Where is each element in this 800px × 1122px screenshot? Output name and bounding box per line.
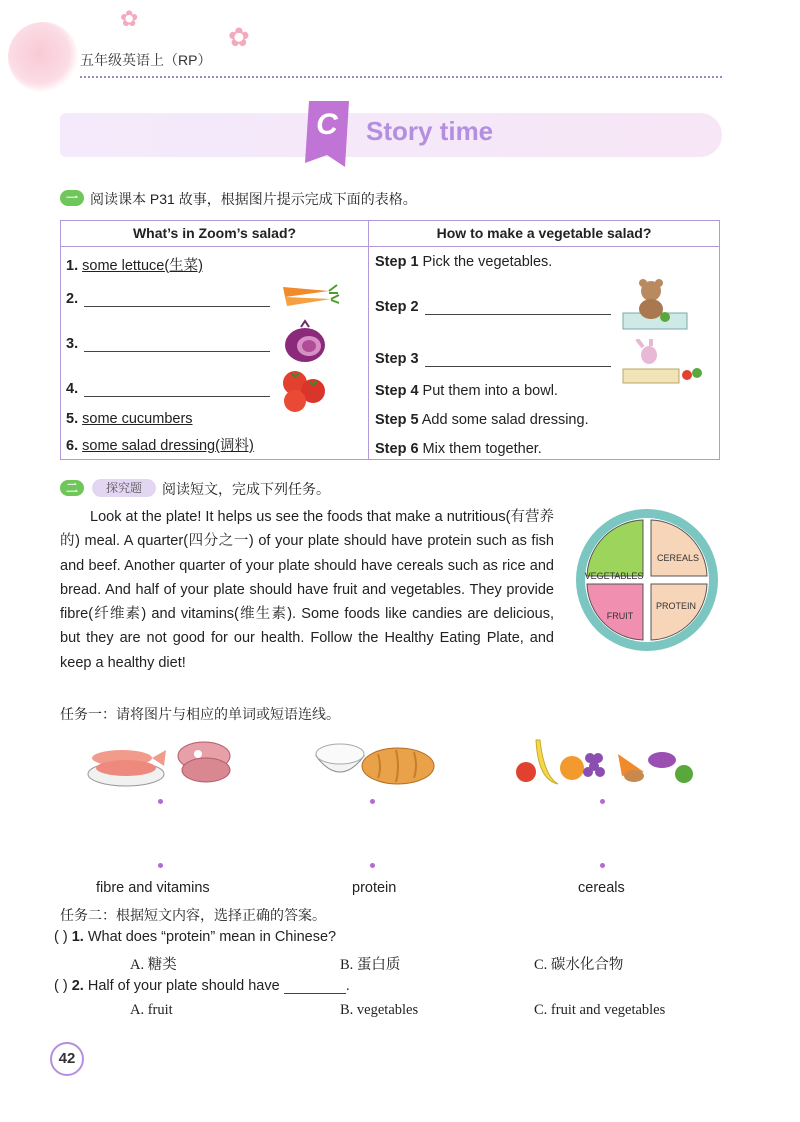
book-title: 五年级英语上（RP）: [80, 52, 212, 68]
answer-blank[interactable]: [425, 300, 611, 315]
fish-and-meat-icon: [86, 732, 236, 790]
reading-passage: Look at the plate! It helps us see the foods that make a nutritious(有营养的) meal. A quarter(四分之一) of your plate should have protein such as fish and beef. Another quarter of your plate should have cereals such as rice and bread. And half of your plate should have fruit and vegetables. They provide fibre(纤维素) and vitamins(维生素). Some foods like candies are delicious, but they are not good for our health. Follow the Healthy Eating Plate, and keep a healthy diet!: [60, 509, 554, 671]
blossom-icon: ✿: [228, 22, 250, 52]
matching-dot-bottom[interactable]: [370, 863, 375, 868]
answer-blank[interactable]: [84, 382, 270, 397]
step-row: Step 2: [375, 299, 611, 315]
ingredient-row: 5. some cucumbers: [66, 411, 193, 427]
ingredient-row: 6. some salad dressing(调料): [66, 438, 254, 454]
salad-table: [60, 220, 720, 460]
match-word: fibre and vitamins: [96, 880, 210, 896]
option-b[interactable]: B. 蛋白质: [340, 957, 401, 973]
match-word: protein: [352, 880, 397, 896]
ingredient-row: 2.: [66, 291, 270, 307]
step-row: Step 4 Put them into a bowl.: [375, 383, 558, 399]
table-header-ingredients: What’s in Zoom’s salad?: [132, 225, 297, 241]
option-a[interactable]: A. fruit: [130, 1002, 173, 1018]
task2-instruction: 任务二：根据短文内容，选择正确的答案。: [60, 907, 326, 923]
decorative-pink-blob: [8, 22, 78, 92]
rice-and-bread-icon: [312, 732, 436, 790]
part1-instruction: 阅读课本 P31 故事，根据图片提示完成下面的表格。: [90, 191, 417, 207]
plate-label-protein: PROTEIN: [655, 601, 697, 611]
task1-instruction: 任务一：请将图片与相应的单词或短语连线。: [60, 706, 340, 722]
ingredient-row: 1. some lettuce(生菜): [66, 258, 204, 274]
option-a[interactable]: A. 糖类: [130, 957, 177, 973]
answer-blank[interactable]: [284, 979, 346, 994]
option-b[interactable]: B. vegetables: [340, 1002, 419, 1018]
step-row: Step 6 Mix them together.: [375, 441, 542, 457]
question-row: ( ) 1. What does “protein” mean in Chinese?: [54, 929, 337, 945]
carrots-icon: [279, 279, 341, 309]
answer-blank[interactable]: [84, 292, 270, 307]
plate-label-cereals: CEREALS: [656, 553, 700, 563]
step-row: Step 3: [375, 351, 611, 367]
matching-dot-top[interactable]: [600, 799, 605, 804]
step-row: Step 5 Add some salad dressing.: [375, 412, 589, 428]
matching-dot-bottom[interactable]: [600, 863, 605, 868]
ingredient-row: 4.: [66, 381, 270, 397]
ingredient-row: 3.: [66, 336, 270, 352]
answer-blank[interactable]: [425, 352, 611, 367]
option-c[interactable]: C. 碳水化合物: [534, 957, 624, 973]
fruit-and-vegetables-icon: [512, 732, 696, 790]
step-row: Step 1 Pick the vegetables.: [375, 254, 553, 270]
blossom-icon: ✿: [120, 6, 139, 31]
matching-dot-bottom[interactable]: [158, 863, 163, 868]
part-number-badge: 二: [60, 480, 84, 496]
page-number: 42: [50, 1042, 84, 1076]
answer-parenthesis[interactable]: ( ): [54, 929, 68, 945]
bear-picking-vegetables-icon: [621, 277, 691, 333]
matching-dot-top[interactable]: [158, 799, 163, 804]
tomatoes-icon: [279, 367, 329, 413]
part2-instruction: 阅读短文，完成下列任务。: [162, 481, 330, 497]
question-type-tag: 探究题: [92, 479, 156, 497]
part-number-badge: 一: [60, 190, 84, 206]
onion-icon: [281, 319, 331, 365]
question-row: ( ) 2. Half of your plate should have .: [54, 978, 350, 994]
option-c[interactable]: C. fruit and vegetables: [534, 1002, 666, 1018]
section-title: Story time: [366, 116, 494, 146]
answer-parenthesis[interactable]: ( ): [54, 978, 68, 994]
answer-blank[interactable]: [84, 337, 270, 352]
table-header-steps: How to make a vegetable salad?: [436, 225, 652, 241]
matching-dot-top[interactable]: [370, 799, 375, 804]
plate-label-vegetables: VEGETABLES: [584, 571, 644, 581]
rabbit-cutting-vegetables-icon: [621, 339, 705, 389]
match-word: cereals: [578, 880, 625, 896]
plate-label-fruit: FRUIT: [606, 611, 634, 621]
healthy-eating-plate-icon: [574, 507, 720, 653]
section-letter: C: [316, 108, 338, 141]
header-divider: [80, 76, 722, 78]
